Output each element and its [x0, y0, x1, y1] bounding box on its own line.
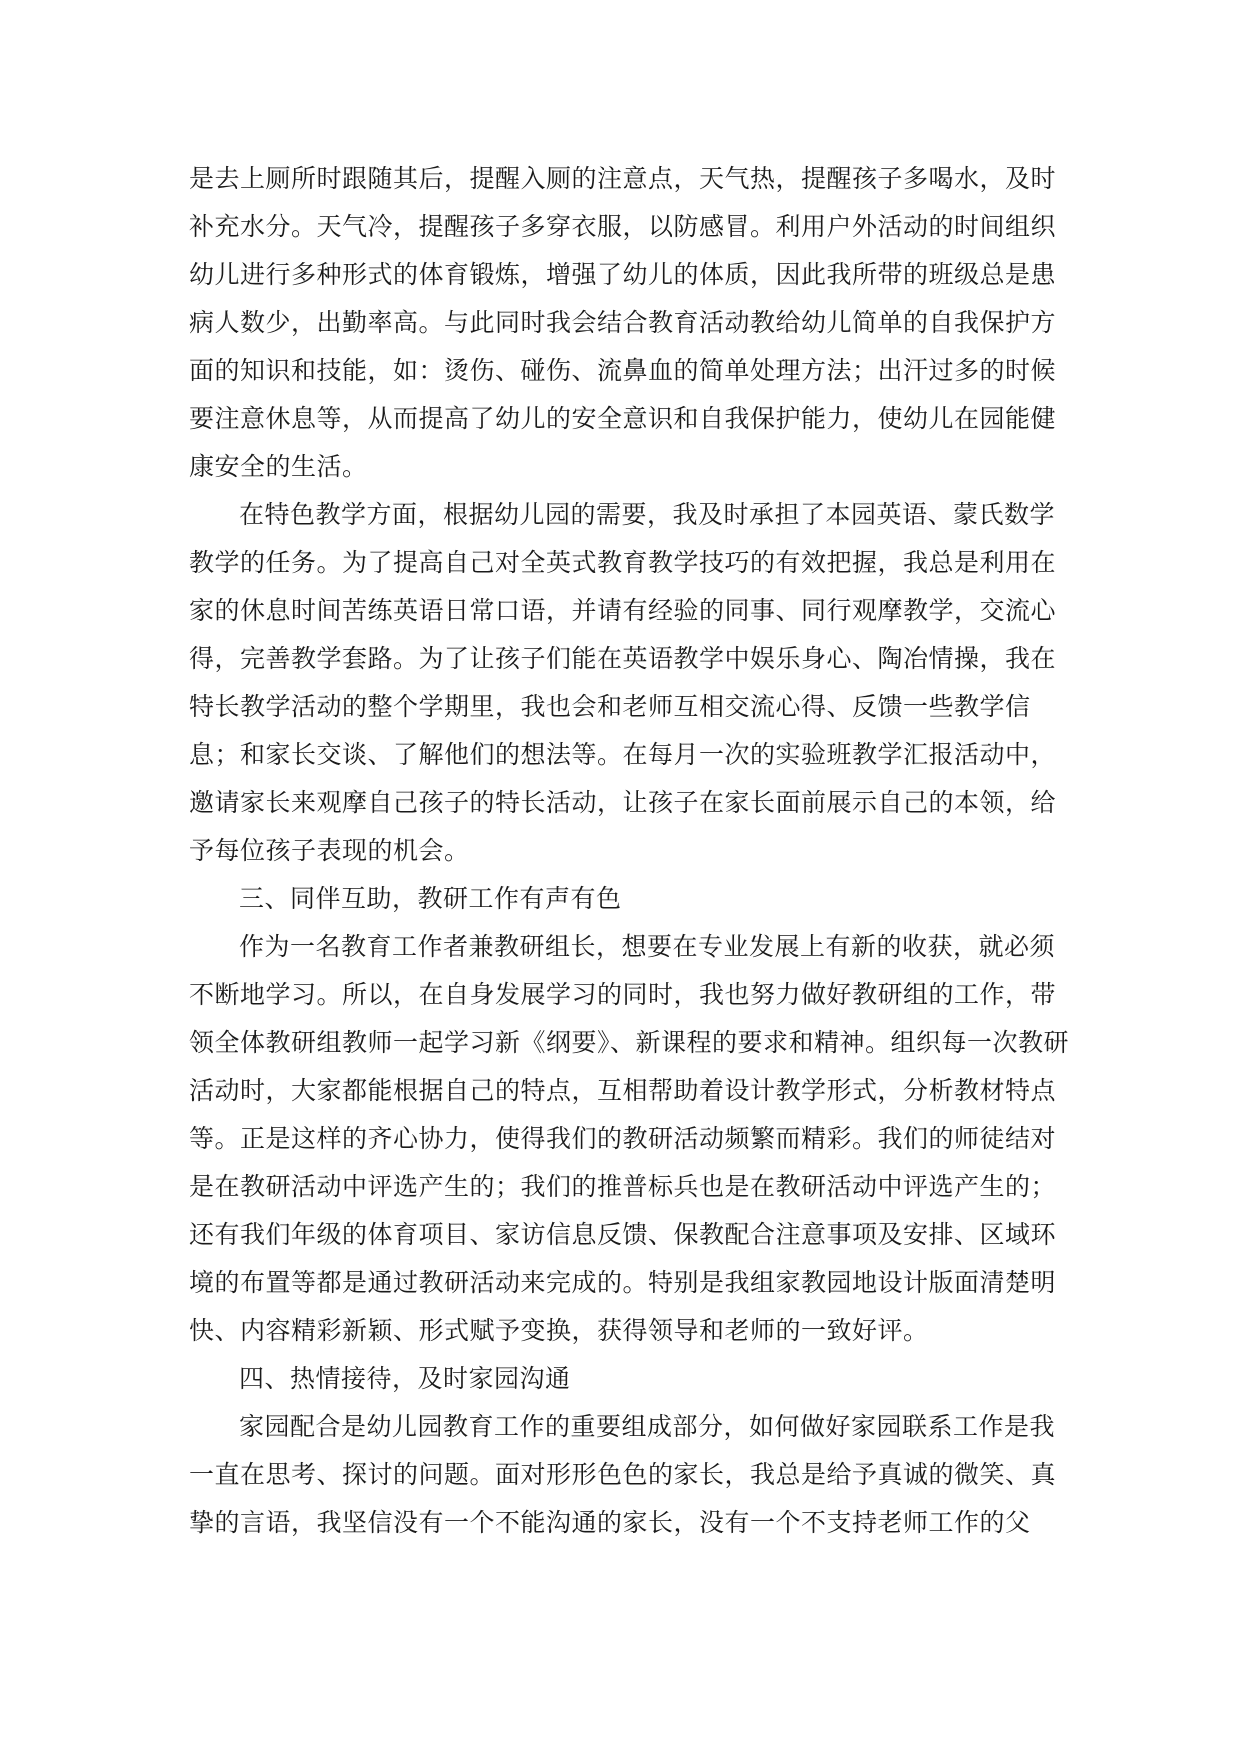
paragraph-first-line: 作为一名教育工作者兼教研组长，想要在专业发展上有新的收获，就必须	[239, 932, 1056, 961]
text-line: 予每位孩子表现的机会。	[189, 836, 470, 865]
text-line: 要注意休息等，从而提高了幼儿的安全意识和自我保护能力，使幼儿在园能健	[189, 404, 1057, 433]
text-line: 境的布置等都是通过教研活动来完成的。特别是我组家教园地设计版面清楚明	[189, 1268, 1057, 1297]
text-line: 等。正是这样的齐心协力，使得我们的教研活动频繁而精彩。我们的师徒结对	[189, 1124, 1057, 1153]
text-line: 幼儿进行多种形式的体育锻炼，增强了幼儿的体质，因此我所带的班级总是患	[189, 260, 1057, 289]
text-line: 是在教研活动中评选产生的；我们的推普标兵也是在教研活动中评选产生的；	[189, 1172, 1057, 1201]
text-line: 康安全的生活。	[189, 452, 368, 481]
text-line: 息；和家长交谈、了解他们的想法等。在每月一次的实验班教学汇报活动中，	[189, 740, 1057, 769]
text-line: 邀请家长来观摩自己孩子的特长活动，让孩子在家长面前展示自己的本领，给	[189, 788, 1057, 817]
text-line: 病人数少，出勤率高。与此同时我会结合教育活动教给幼儿简单的自我保护方	[189, 308, 1057, 337]
text-line: 是去上厕所时跟随其后，提醒入厕的注意点，天气热，提醒孩子多喝水，及时	[189, 164, 1057, 193]
document-body	[189, 155, 1070, 1547]
text-line: 一直在思考、探讨的问题。面对形形色色的家长，我总是给予真诚的微笑、真	[189, 1460, 1057, 1489]
text-line: 面的知识和技能，如：烫伤、碰伤、流鼻血的简单处理方法；出汗过多的时候	[189, 356, 1057, 385]
text-line: 挚的言语，我坚信没有一个不能沟通的家长，没有一个不支持老师工作的父	[189, 1508, 1031, 1537]
text-line: 家的休息时间苦练英语日常口语，并请有经验的同事、同行观摩教学，交流心	[189, 596, 1057, 625]
text-line: 教学的任务。为了提高自己对全英式教育教学技巧的有效把握，我总是利用在	[189, 548, 1057, 577]
text-line: 不断地学习。所以，在自身发展学习的同时，我也努力做好教研组的工作，带	[189, 980, 1057, 1009]
text-line: 得，完善教学套路。为了让孩子们能在英语教学中娱乐身心、陶冶情操，我在	[189, 644, 1057, 673]
text-line: 特长教学活动的整个学期里，我也会和老师互相交流心得、反馈一些教学信	[189, 692, 1031, 721]
text-line: 快、内容精彩新颖、形式赋予变换，获得领导和老师的一致好评。	[189, 1316, 929, 1345]
text-line: 还有我们年级的体育项目、家访信息反馈、保教配合注意事项及安排、区域环	[189, 1220, 1057, 1249]
paragraph-first-line: 三、同伴互助，教研工作有声有色	[239, 884, 622, 913]
paragraph-first-line: 在特色教学方面，根据幼儿园的需要，我及时承担了本园英语、蒙氏数学	[239, 500, 1056, 529]
paragraph-first-line: 四、热情接待，及时家园沟通	[239, 1364, 571, 1393]
text-line: 补充水分。天气冷，提醒孩子多穿衣服，以防感冒。利用户外活动的时间组织	[189, 212, 1057, 241]
text-line: 活动时，大家都能根据自己的特点，互相帮助着设计教学形式，分析教材特点	[189, 1076, 1057, 1105]
paragraph-first-line: 家园配合是幼儿园教育工作的重要组成部分，如何做好家园联系工作是我	[239, 1412, 1056, 1441]
text-line: 领全体教研组教师一起学习新《纲要》、新课程的要求和精神。组织每一次教研	[189, 1028, 1070, 1057]
